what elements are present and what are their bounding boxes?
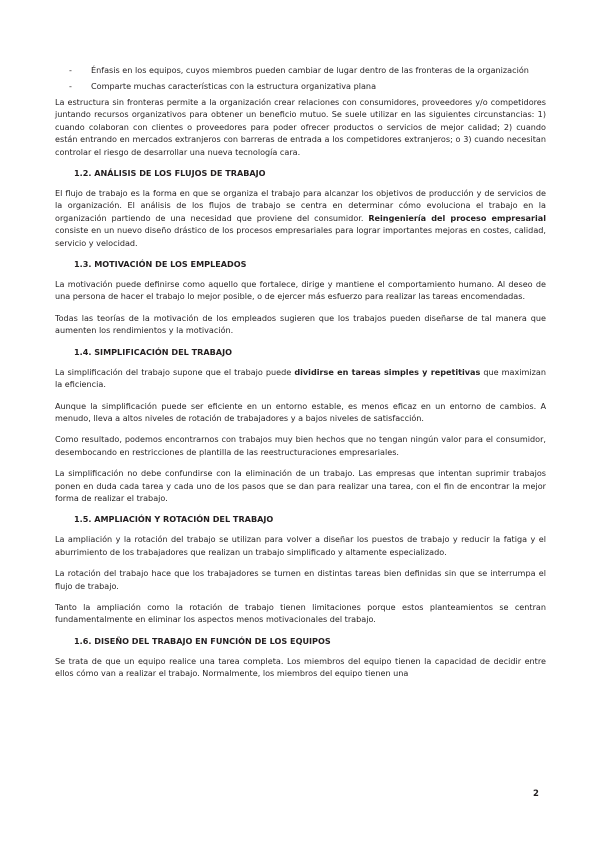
page-content xyxy=(55,64,546,689)
section-heading: 1.2. ANÁLISIS DE LOS FLUJOS DE TRABAJO xyxy=(74,168,266,179)
section-heading: 1.3. MOTIVACIÓN DE LOS EMPLEADOS xyxy=(74,259,247,270)
page-number: 2 xyxy=(533,789,539,799)
paragraph: La rotación del trabajo hace que los trabajadores se turnen en distintas tareas bien definidas sin que se interrumpa el flujo de trabajo. xyxy=(55,568,546,591)
paragraph: La ampliación y la rotación del trabajo se utilizan para volver a diseñar los puestos de trabajo y reducir la fatiga y el aburrimiento de los trabajadores que realizan un trabajo simplificado y altamente especializado. xyxy=(55,534,546,557)
bullet-marker: - xyxy=(69,81,72,91)
section-heading: 1.4. SIMPLIFICACIÓN DEL TRABAJO xyxy=(74,346,232,357)
list-item-text: Comparte muchas características con la estructura organizativa plana xyxy=(91,81,377,91)
paragraph: La estructura sin fronteras permite a la organización crear relaciones con consumidores, proveedores y/o competidores juntando recursos organizativos para obtener un beneficio mutuo. Se suele utilizar en las siguientes circunstancias: 1) cuando colaboran con clientes o proveedores para poder ofrecer productos o servicios de mejor calidad; 2) cuando están entrando en mercados extranjeros con barreras de entrada a los competidores extranjeros; o 3) cuando necesitan controlar el riesgo de desarrollar una nueva tecnología cara. xyxy=(55,97,546,157)
section-heading: 1.6. DISEÑO DEL TRABAJO EN FUNCIÓN DE LOS EQUIPOS xyxy=(74,635,331,646)
bullet-list xyxy=(69,64,546,92)
bold-term: dividirse en tareas simples y repetitivas xyxy=(294,366,481,377)
section-heading: 1.5. AMPLIACIÓN Y ROTACIÓN DEL TRABAJO xyxy=(74,514,274,525)
paragraph: Tanto la ampliación como la rotación de trabajo tienen limitaciones porque estos planteamientos se centran fundamentalmente en eliminar los aspectos menos motivacionales del trabajo. xyxy=(55,601,546,625)
paragraph-text: consiste en un nuevo diseño drástico de los procesos empresariales para lograr importantes mejoras en costes, calidad, servicio y velocidad. xyxy=(55,225,546,248)
paragraph xyxy=(55,366,546,391)
bullet-marker: - xyxy=(69,65,72,75)
list-item xyxy=(69,64,546,76)
paragraph: Todas las teorías de la motivación de los empleados sugieren que los trabajos pueden diseñarse de tal manera que aumenten los rendimientos y la motivación. xyxy=(55,312,546,336)
paragraph: La motivación puede definirse como aquello que fortalece, dirige y mantiene el comportamiento humano. Al deseo de una persona de hacer el trabajo lo mejor posible, o de ejercer más esfuerzo para realizar las tareas encomendadas. xyxy=(55,279,546,302)
paragraph: Como resultado, podemos encontrarnos con trabajos muy bien hechos que no tengan ningún valor para el consumidor, desembocando en restricciones de plantilla de las reestructuraciones empresariales. xyxy=(55,434,546,457)
paragraph-text: La simplificación del trabajo supone que el trabajo puede xyxy=(55,366,295,377)
paragraph xyxy=(55,187,546,249)
list-item-text: Énfasis en los equipos, cuyos miembros pueden cambiar de lugar dentro de las fronteras de la organización xyxy=(91,65,529,75)
list-item xyxy=(69,80,546,92)
bold-term: Reingeniería del proceso empresarial xyxy=(368,212,547,223)
paragraph: Aunque la simplificación puede ser eficiente en un entorno estable, es menos eficaz en un entorno de cambios. A menudo, lleva a altos niveles de rotación de trabajadores y a bajos niveles de satisfacción. xyxy=(55,400,546,423)
paragraph: Se trata de que un equipo realice una tarea completa. Los miembros del equipo tienen la capacidad de decidir entre ellos cómo van a realizar el trabajo. Normalmente, los miembros del equipo tienen una xyxy=(55,655,546,679)
paragraph: La simplificación no debe confundirse con la eliminación de un trabajo. Las empresas que intentan suprimir trabajos ponen en duda cada tarea y cada uno de los pasos que se dan para realizar una tarea, con el fin de encontrar la mejor forma de realizar el trabajo. xyxy=(55,468,546,503)
paragraph-text: que maximizan la eficiencia. xyxy=(55,366,547,390)
paragraph-text: El flujo de trabajo es la forma en que se organiza el trabajo para alcanzar los objetivos de producción y de servicios de la organización. El análisis de los flujos de trabajo se centra en determinar cómo evoluciona el trabajo en la organización partiendo de una necesidad que proviene del consumidor. xyxy=(55,188,546,223)
